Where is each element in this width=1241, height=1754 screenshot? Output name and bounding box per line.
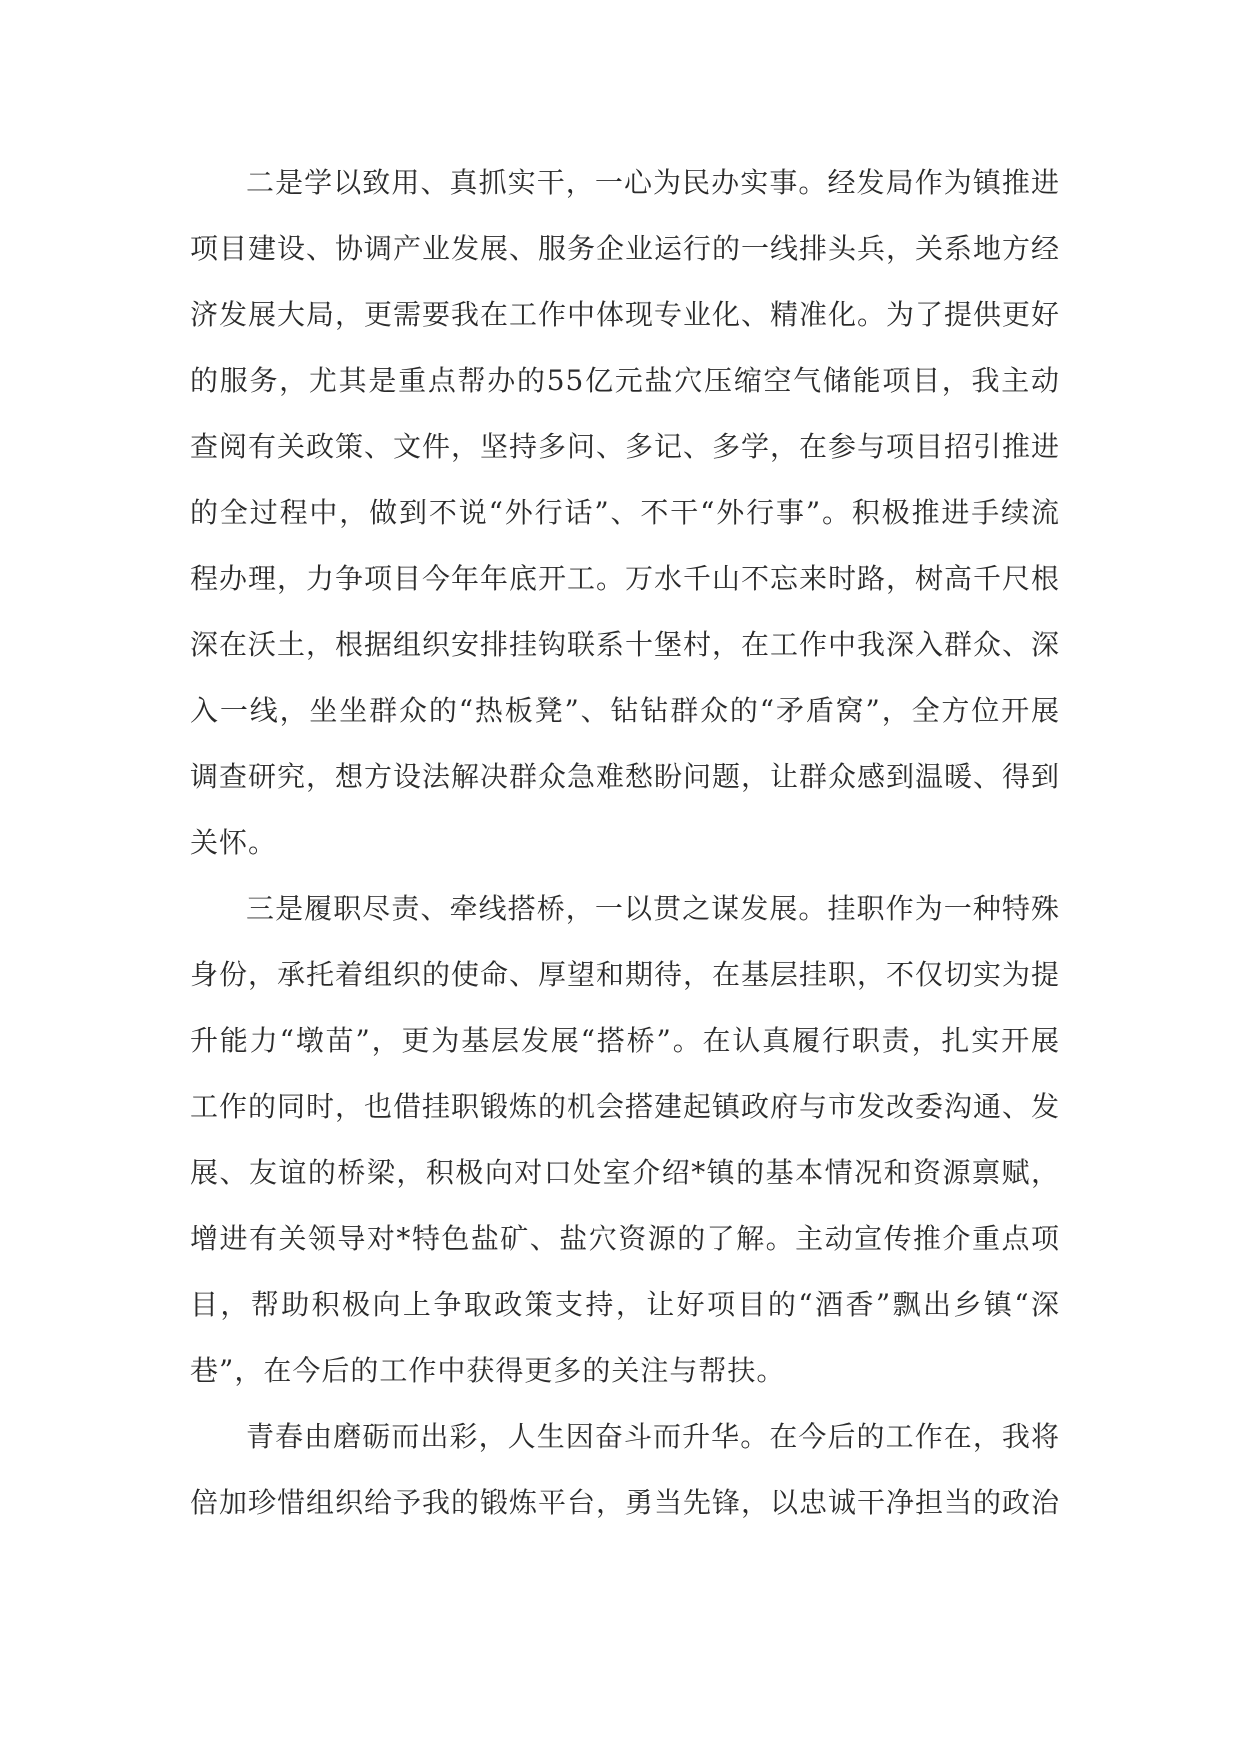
document-body [190, 150, 1060, 1536]
paragraph-3: 青春由磨砺而出彩，人生因奋斗而升华。在今后的工作在，我将倍加珍惜组织给予我的锻炼平台，勇当先锋，以忠诚干净担当的政治 [190, 1420, 1061, 1519]
paragraph-1: 二是学以致用、真抓实干，一心为民办实事。经发局作为镇推进项目建设、协调产业发展、服务企业运行的一线排头兵，关系地方经济发展大局，更需要我在工作中体现专业化、精准化。为了提供更好的服务，尤其是重点帮办的55亿元盐穴压缩空气储能项目，我主动查阅有关政策、文件，坚持多问、多记、多学，在参与项目招引推进的全过程中，做到不说“外行话”、不干“外行事”。积极推进手续流程办理，力争项目今年年底开工。万水千山不忘来时路，树高千尺根深在沃土，根据组织安排挂钩联系十堡村，在工作中我深入群众、深入一线，坐坐群众的“热板凳”、钻钻群众的“矛盾窝”，全方位开展调查研究，想方设法解决群众急难愁盼问题，让群众感到温暖、得到关怀。 [190, 166, 1061, 859]
paragraph-2: 三是履职尽责、牵线搭桥，一以贯之谋发展。挂职作为一种特殊身份，承托着组织的使命、厚望和期待，在基层挂职，不仅切实为提升能力“墩苗”，更为基层发展“搭桥”。在认真履行职责，扎实开展工作的同时，也借挂职锻炼的机会搭建起镇政府与市发改委沟通、发展、友谊的桥梁，积极向对口处室介绍*镇的基本情况和资源禀赋，增进有关领导对*特色盐矿、盐穴资源的了解。主动宣传推介重点项目，帮助积极向上争取政策支持，让好项目的“酒香”飘出乡镇“深巷”，在今后的工作中获得更多的关注与帮扶。 [190, 892, 1061, 1387]
